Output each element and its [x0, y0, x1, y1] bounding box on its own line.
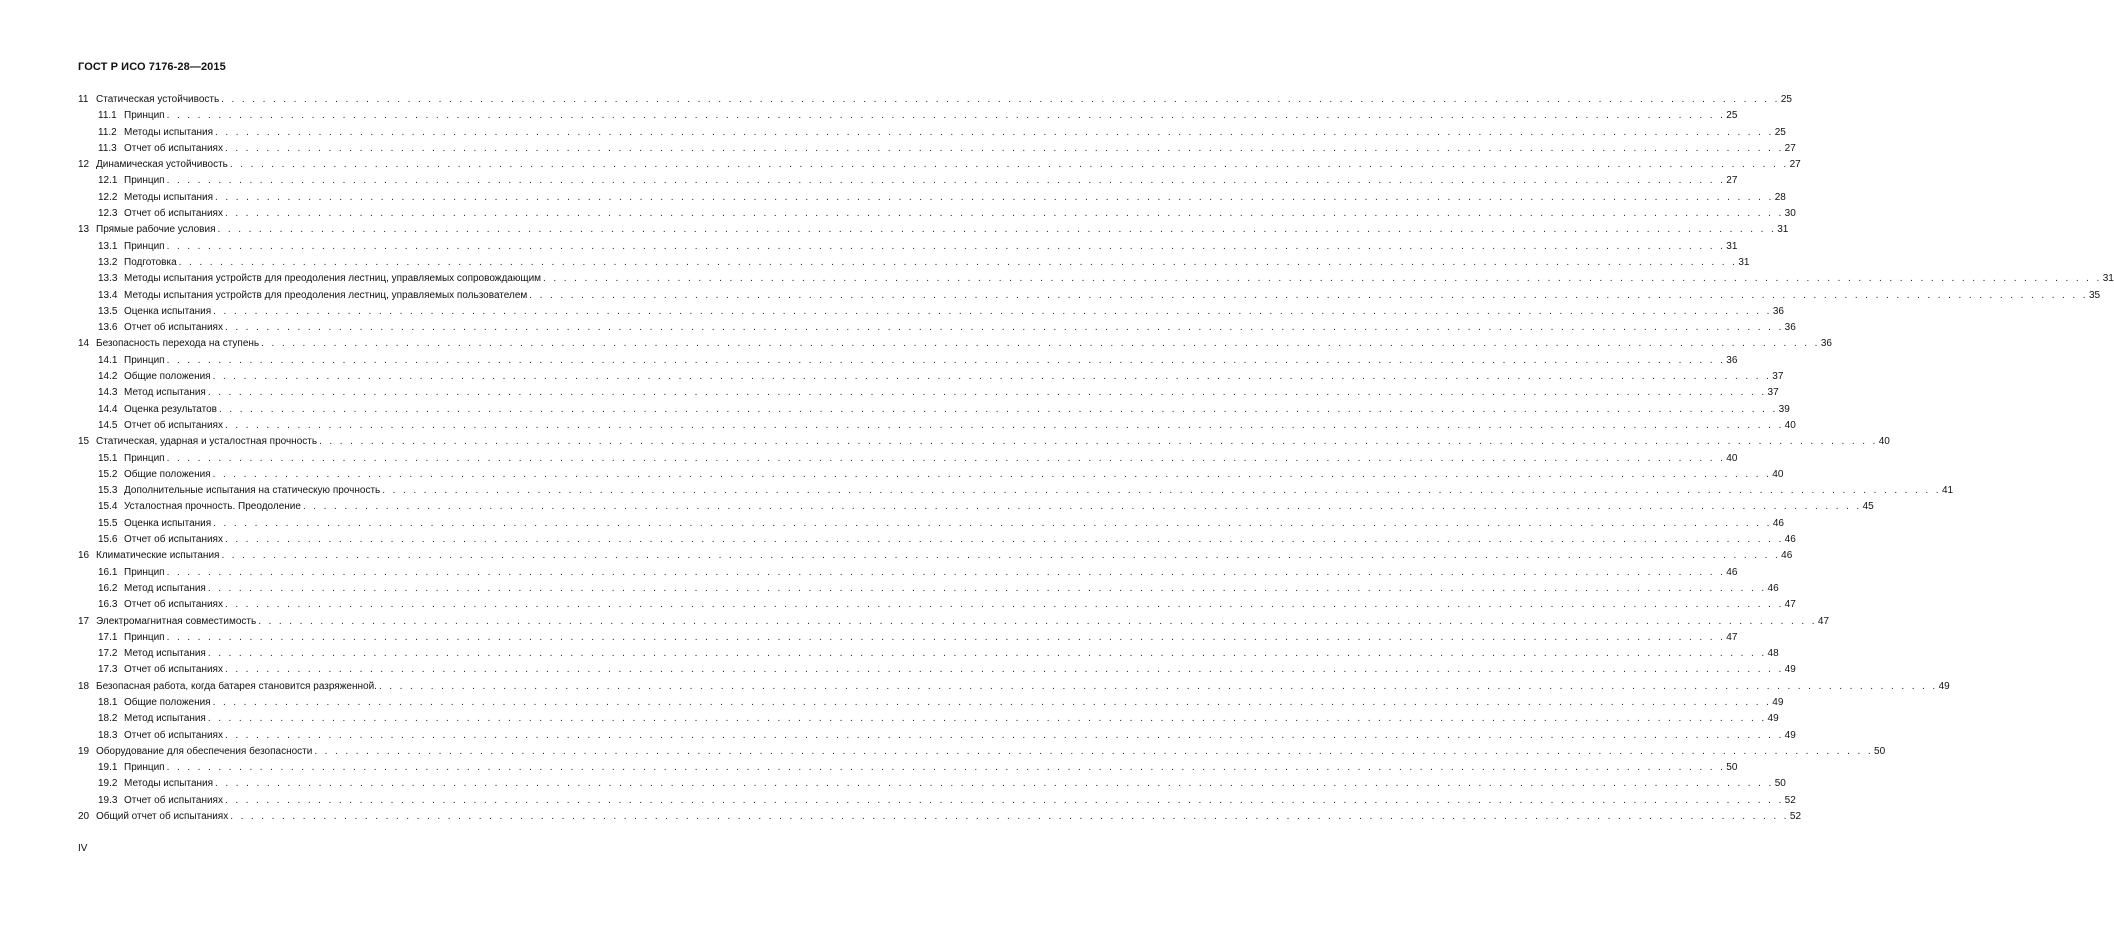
table-of-contents — [78, 92, 2114, 825]
toc-subsection-entry — [78, 711, 1779, 727]
document-header: ГОСТ Р ИСО 7176-28—2015 — [78, 61, 226, 73]
toc-entry-title: Методы испытания — [124, 778, 214, 790]
toc-entry-number: 18.2 — [98, 713, 118, 725]
toc-dot-leader — [527, 288, 2088, 304]
toc-entry-page: 49 — [1938, 680, 1950, 692]
toc-entry-title: Оборудование для обеспечения безопасности — [96, 745, 313, 757]
toc-entry-number: 13.4 — [98, 289, 118, 301]
toc-entry-number: 12.1 — [98, 175, 118, 187]
toc-dot-leader — [165, 630, 1726, 646]
toc-subsection-entry — [78, 793, 1796, 809]
toc-subsection-entry — [78, 369, 1784, 385]
toc-entry-title: Методы испытания устройств для преодоления лестниц, управляемых сопровождающим — [124, 273, 542, 285]
toc-entry-page: 48 — [1767, 648, 1779, 660]
toc-dot-leader — [223, 728, 1784, 744]
toc-entry-number: 13.5 — [98, 305, 118, 317]
toc-section-entry — [78, 744, 1886, 760]
toc-entry-title: Принцип — [124, 566, 165, 578]
toc-section-entry — [78, 222, 1789, 238]
toc-entry-number: 19.3 — [98, 794, 118, 806]
toc-entry-number: 18.1 — [98, 696, 118, 708]
toc-dot-leader — [223, 597, 1784, 613]
toc-subsection-entry — [78, 418, 1796, 434]
toc-entry-page: 36 — [1820, 338, 1832, 350]
toc-entry-title: Принцип — [124, 110, 165, 122]
toc-entry-number: 14.4 — [98, 403, 118, 415]
toc-subsection-entry — [78, 483, 1954, 499]
toc-entry-page: 35 — [2088, 289, 2101, 301]
toc-entry-page: 40 — [1726, 452, 1738, 464]
toc-entry-number: 13.6 — [98, 322, 118, 334]
toc-subsection-entry — [78, 597, 1796, 613]
toc-entry-page: 45 — [1862, 501, 1874, 513]
toc-entry-number: 13.2 — [98, 256, 118, 268]
toc-entry-page: 49 — [1772, 696, 1784, 708]
toc-dot-leader — [206, 646, 1767, 662]
toc-entry-page: 52 — [1789, 811, 1802, 823]
toc-entry-title: Отчет об испытаниях — [124, 208, 223, 220]
toc-section-entry — [78, 809, 1802, 825]
toc-entry-page: 27 — [1789, 159, 1801, 171]
toc-subsection-entry — [78, 467, 1784, 483]
toc-dot-leader — [219, 548, 1780, 564]
toc-entry-number: 11 — [78, 94, 89, 105]
toc-entry-title: Общие положения — [124, 371, 211, 383]
toc-dot-leader — [317, 434, 1878, 450]
toc-entry-title: Оценка испытания — [124, 517, 212, 529]
toc-entry-title: Климатические испытания — [96, 550, 220, 562]
toc-dot-leader — [211, 516, 1772, 532]
toc-entry-title: Усталостная прочность. Преодоление — [124, 501, 301, 513]
toc-entry-page: 49 — [1784, 729, 1796, 741]
toc-entry-number: 11.3 — [98, 142, 117, 154]
toc-entry-number: 14.3 — [98, 387, 118, 399]
toc-section-entry — [78, 548, 1793, 564]
toc-dot-leader — [165, 239, 1726, 255]
toc-entry-number: 16 — [78, 550, 90, 562]
toc-dot-leader — [211, 369, 1772, 385]
toc-entry-number: 16.1 — [98, 566, 118, 578]
toc-dot-leader — [165, 451, 1726, 467]
toc-subsection-entry — [78, 141, 1796, 157]
toc-entry-title: Отчет об испытаниях — [124, 599, 223, 611]
toc-entry-title: Метод испытания — [124, 713, 206, 725]
toc-entry-title: Отчет об испытаниях — [124, 664, 223, 676]
toc-entry-page: 47 — [1784, 599, 1796, 611]
toc-subsection-entry — [78, 239, 1738, 255]
toc-dot-leader — [219, 92, 1780, 108]
toc-entry-page: 46 — [1772, 517, 1784, 529]
toc-entry-number: 19.2 — [98, 778, 118, 790]
toc-subsection-entry — [78, 271, 2114, 287]
toc-entry-page: 27 — [1726, 175, 1738, 187]
toc-entry-page: 31 — [2102, 273, 2114, 285]
toc-entry-title: Метод испытания — [124, 648, 206, 660]
toc-entry-page: 27 — [1784, 142, 1796, 154]
toc-entry-number: 17.2 — [98, 648, 118, 660]
toc-dot-leader — [165, 760, 1726, 776]
toc-entry-page: 46 — [1726, 566, 1738, 578]
toc-dot-leader — [228, 809, 1789, 825]
toc-entry-title: Метод испытания — [124, 387, 206, 399]
toc-subsection-entry — [78, 695, 1784, 711]
toc-section-entry — [78, 336, 1832, 352]
toc-entry-page: 25 — [1774, 126, 1786, 138]
toc-dot-leader — [165, 353, 1726, 369]
toc-entry-number: 15.4 — [98, 501, 118, 513]
toc-entry-number: 20 — [78, 811, 90, 823]
toc-subsection-entry — [78, 516, 1784, 532]
toc-dot-leader — [206, 385, 1767, 401]
toc-subsection-entry — [78, 662, 1796, 678]
toc-section-entry — [78, 434, 1890, 450]
toc-entry-page: 25 — [1726, 110, 1738, 122]
toc-entry-title: Оценка результатов — [124, 403, 217, 415]
toc-entry-number: 13.1 — [98, 240, 118, 252]
page-number: IV — [78, 843, 88, 854]
toc-entry-page: 36 — [1772, 305, 1784, 317]
toc-entry-title: Отчет об испытаниях — [124, 729, 223, 741]
toc-dot-leader — [301, 499, 1862, 515]
toc-entry-title: Общие положения — [124, 468, 211, 480]
toc-dot-leader — [312, 744, 1873, 760]
toc-entry-number: 16.3 — [98, 599, 118, 611]
toc-subsection-entry — [78, 108, 1738, 124]
toc-entry-number: 14.2 — [98, 371, 118, 383]
toc-entry-number: 11.1 — [98, 110, 117, 122]
toc-entry-page: 28 — [1774, 191, 1786, 203]
toc-entry-page: 31 — [1726, 240, 1738, 252]
toc-entry-title: Отчет об испытаниях — [124, 794, 223, 806]
toc-entry-page: 37 — [1772, 371, 1784, 383]
toc-entry-page: 31 — [1777, 224, 1789, 236]
toc-entry-title: Общий отчет об испытаниях — [96, 811, 229, 823]
toc-dot-leader — [223, 320, 1784, 336]
toc-entry-number: 11.2 — [98, 126, 117, 138]
toc-entry-number: 15.3 — [98, 485, 118, 497]
toc-subsection-entry — [78, 206, 1796, 222]
toc-entry-number: 18.3 — [98, 729, 118, 741]
toc-entry-number: 12.3 — [98, 208, 118, 220]
toc-dot-leader — [377, 679, 1938, 695]
toc-dot-leader — [213, 190, 1774, 206]
toc-entry-page: 41 — [1941, 485, 1954, 497]
toc-dot-leader — [228, 157, 1789, 173]
toc-entry-number: 19 — [78, 745, 90, 757]
toc-entry-title: Принцип — [124, 762, 165, 774]
toc-section-entry — [78, 679, 1950, 695]
toc-entry-page: 50 — [1774, 778, 1786, 790]
toc-entry-title: Статическая устойчивость — [96, 94, 220, 105]
toc-dot-leader — [206, 581, 1767, 597]
toc-entry-page: 39 — [1778, 403, 1790, 415]
toc-dot-leader — [256, 614, 1817, 630]
toc-entry-title: Безопасность перехода на ступень — [96, 338, 260, 350]
toc-entry-page: 30 — [1784, 208, 1796, 220]
toc-dot-leader — [211, 695, 1772, 711]
toc-subsection-entry — [78, 320, 1796, 336]
toc-entry-number: 14.1 — [98, 354, 118, 366]
toc-entry-page: 52 — [1784, 794, 1796, 806]
toc-entry-number: 15.6 — [98, 534, 118, 546]
toc-entry-page: 36 — [1726, 354, 1738, 366]
toc-subsection-entry — [78, 728, 1796, 744]
toc-entry-page: 50 — [1726, 762, 1738, 774]
toc-entry-number: 14 — [78, 338, 90, 350]
toc-dot-leader — [541, 271, 2102, 287]
toc-entry-page: 37 — [1767, 387, 1779, 399]
toc-entry-page: 40 — [1784, 419, 1796, 431]
toc-subsection-entry — [78, 125, 1786, 141]
toc-entry-title: Статическая, ударная и усталостная прочность — [96, 436, 318, 448]
toc-entry-title: Принцип — [124, 354, 165, 366]
toc-entry-title: Безопасная работа, когда батарея становится разряженной. — [96, 680, 377, 692]
toc-entry-title: Методы испытания устройств для преодоления лестниц, управляемых пользователем — [124, 289, 528, 301]
toc-entry-page: 31 — [1738, 256, 1750, 268]
toc-dot-leader — [211, 304, 1772, 320]
toc-subsection-entry — [78, 288, 2101, 304]
toc-entry-title: Оценка испытания — [124, 305, 212, 317]
toc-subsection-entry — [78, 760, 1738, 776]
toc-section-entry — [78, 614, 1830, 630]
toc-entry-title: Электромагнитная совместимость — [96, 615, 257, 627]
toc-entry-title: Динамическая устойчивость — [96, 159, 228, 171]
toc-entry-number: 15.2 — [98, 468, 118, 480]
toc-entry-page: 49 — [1767, 713, 1779, 725]
toc-entry-title: Подготовка — [124, 256, 177, 268]
toc-subsection-entry — [78, 173, 1738, 189]
toc-entry-page: 36 — [1784, 322, 1796, 334]
toc-entry-page: 46 — [1781, 550, 1793, 562]
toc-entry-title: Принцип — [124, 175, 165, 187]
toc-entry-number: 14.5 — [98, 419, 118, 431]
toc-subsection-entry — [78, 353, 1738, 369]
toc-section-entry — [78, 157, 1801, 173]
toc-subsection-entry — [78, 402, 1790, 418]
toc-entry-page: 49 — [1784, 664, 1796, 676]
toc-entry-title: Принцип — [124, 631, 165, 643]
toc-entry-page: 47 — [1726, 631, 1738, 643]
toc-entry-title: Прямые рабочие условия — [96, 224, 216, 236]
toc-entry-title: Методы испытания — [124, 126, 214, 138]
toc-entry-title: Отчет об испытаниях — [124, 322, 223, 334]
toc-entry-title: Дополнительные испытания на статическую прочность — [124, 485, 381, 497]
toc-subsection-entry — [78, 304, 1784, 320]
toc-entry-title: Общие положения — [124, 696, 211, 708]
toc-entry-page: 46 — [1784, 534, 1796, 546]
toc-dot-leader — [217, 402, 1778, 418]
toc-entry-title: Отчет об испытаниях — [124, 419, 223, 431]
toc-dot-leader — [223, 206, 1784, 222]
toc-section-entry — [78, 92, 1792, 108]
toc-dot-leader — [211, 467, 1772, 483]
toc-entry-number: 17.3 — [98, 664, 118, 676]
toc-entry-number: 19.1 — [98, 762, 118, 774]
toc-entry-number: 16.2 — [98, 582, 118, 594]
toc-dot-leader — [216, 222, 1777, 238]
toc-entry-page: 40 — [1878, 436, 1890, 448]
toc-subsection-entry — [78, 385, 1779, 401]
toc-subsection-entry — [78, 451, 1738, 467]
toc-dot-leader — [177, 255, 1738, 271]
toc-entry-number: 15 — [78, 436, 90, 448]
toc-dot-leader — [380, 483, 1941, 499]
toc-dot-leader — [259, 336, 1820, 352]
toc-dot-leader — [223, 662, 1784, 678]
toc-dot-leader — [223, 793, 1784, 809]
toc-entry-number: 17 — [78, 615, 90, 627]
toc-entry-title: Принцип — [124, 452, 165, 464]
toc-subsection-entry — [78, 565, 1738, 581]
toc-entry-title: Отчет об испытаниях — [124, 534, 223, 546]
toc-entry-number: 12 — [78, 159, 90, 171]
toc-entry-page: 40 — [1772, 468, 1784, 480]
toc-entry-number: 12.2 — [98, 191, 118, 203]
toc-dot-leader — [223, 141, 1784, 157]
toc-entry-number: 13 — [78, 224, 90, 236]
toc-entry-number: 17.1 — [98, 631, 118, 643]
toc-entry-page: 25 — [1780, 94, 1792, 105]
toc-entry-page: 46 — [1767, 582, 1779, 594]
toc-dot-leader — [165, 173, 1726, 189]
toc-entry-page: 50 — [1874, 745, 1886, 757]
toc-dot-leader — [206, 711, 1767, 727]
toc-subsection-entry — [78, 630, 1738, 646]
toc-entry-number: 13.3 — [98, 273, 118, 285]
toc-entry-title: Метод испытания — [124, 582, 206, 594]
toc-subsection-entry — [78, 499, 1874, 515]
toc-subsection-entry — [78, 532, 1796, 548]
toc-dot-leader — [213, 125, 1774, 141]
toc-subsection-entry — [78, 581, 1779, 597]
toc-entry-number: 18 — [78, 680, 90, 692]
toc-subsection-entry — [78, 255, 1750, 271]
toc-entry-title: Методы испытания — [124, 191, 214, 203]
toc-entry-title: Отчет об испытаниях — [124, 142, 223, 154]
toc-dot-leader — [165, 565, 1726, 581]
toc-dot-leader — [223, 418, 1784, 434]
toc-dot-leader — [213, 776, 1774, 792]
toc-entry-page: 47 — [1817, 615, 1830, 627]
toc-subsection-entry — [78, 646, 1779, 662]
toc-entry-title: Принцип — [124, 240, 165, 252]
toc-dot-leader — [223, 532, 1784, 548]
toc-subsection-entry — [78, 776, 1786, 792]
toc-subsection-entry — [78, 190, 1786, 206]
toc-entry-number: 15.5 — [98, 517, 118, 529]
toc-dot-leader — [165, 108, 1726, 124]
toc-entry-number: 15.1 — [98, 452, 118, 464]
